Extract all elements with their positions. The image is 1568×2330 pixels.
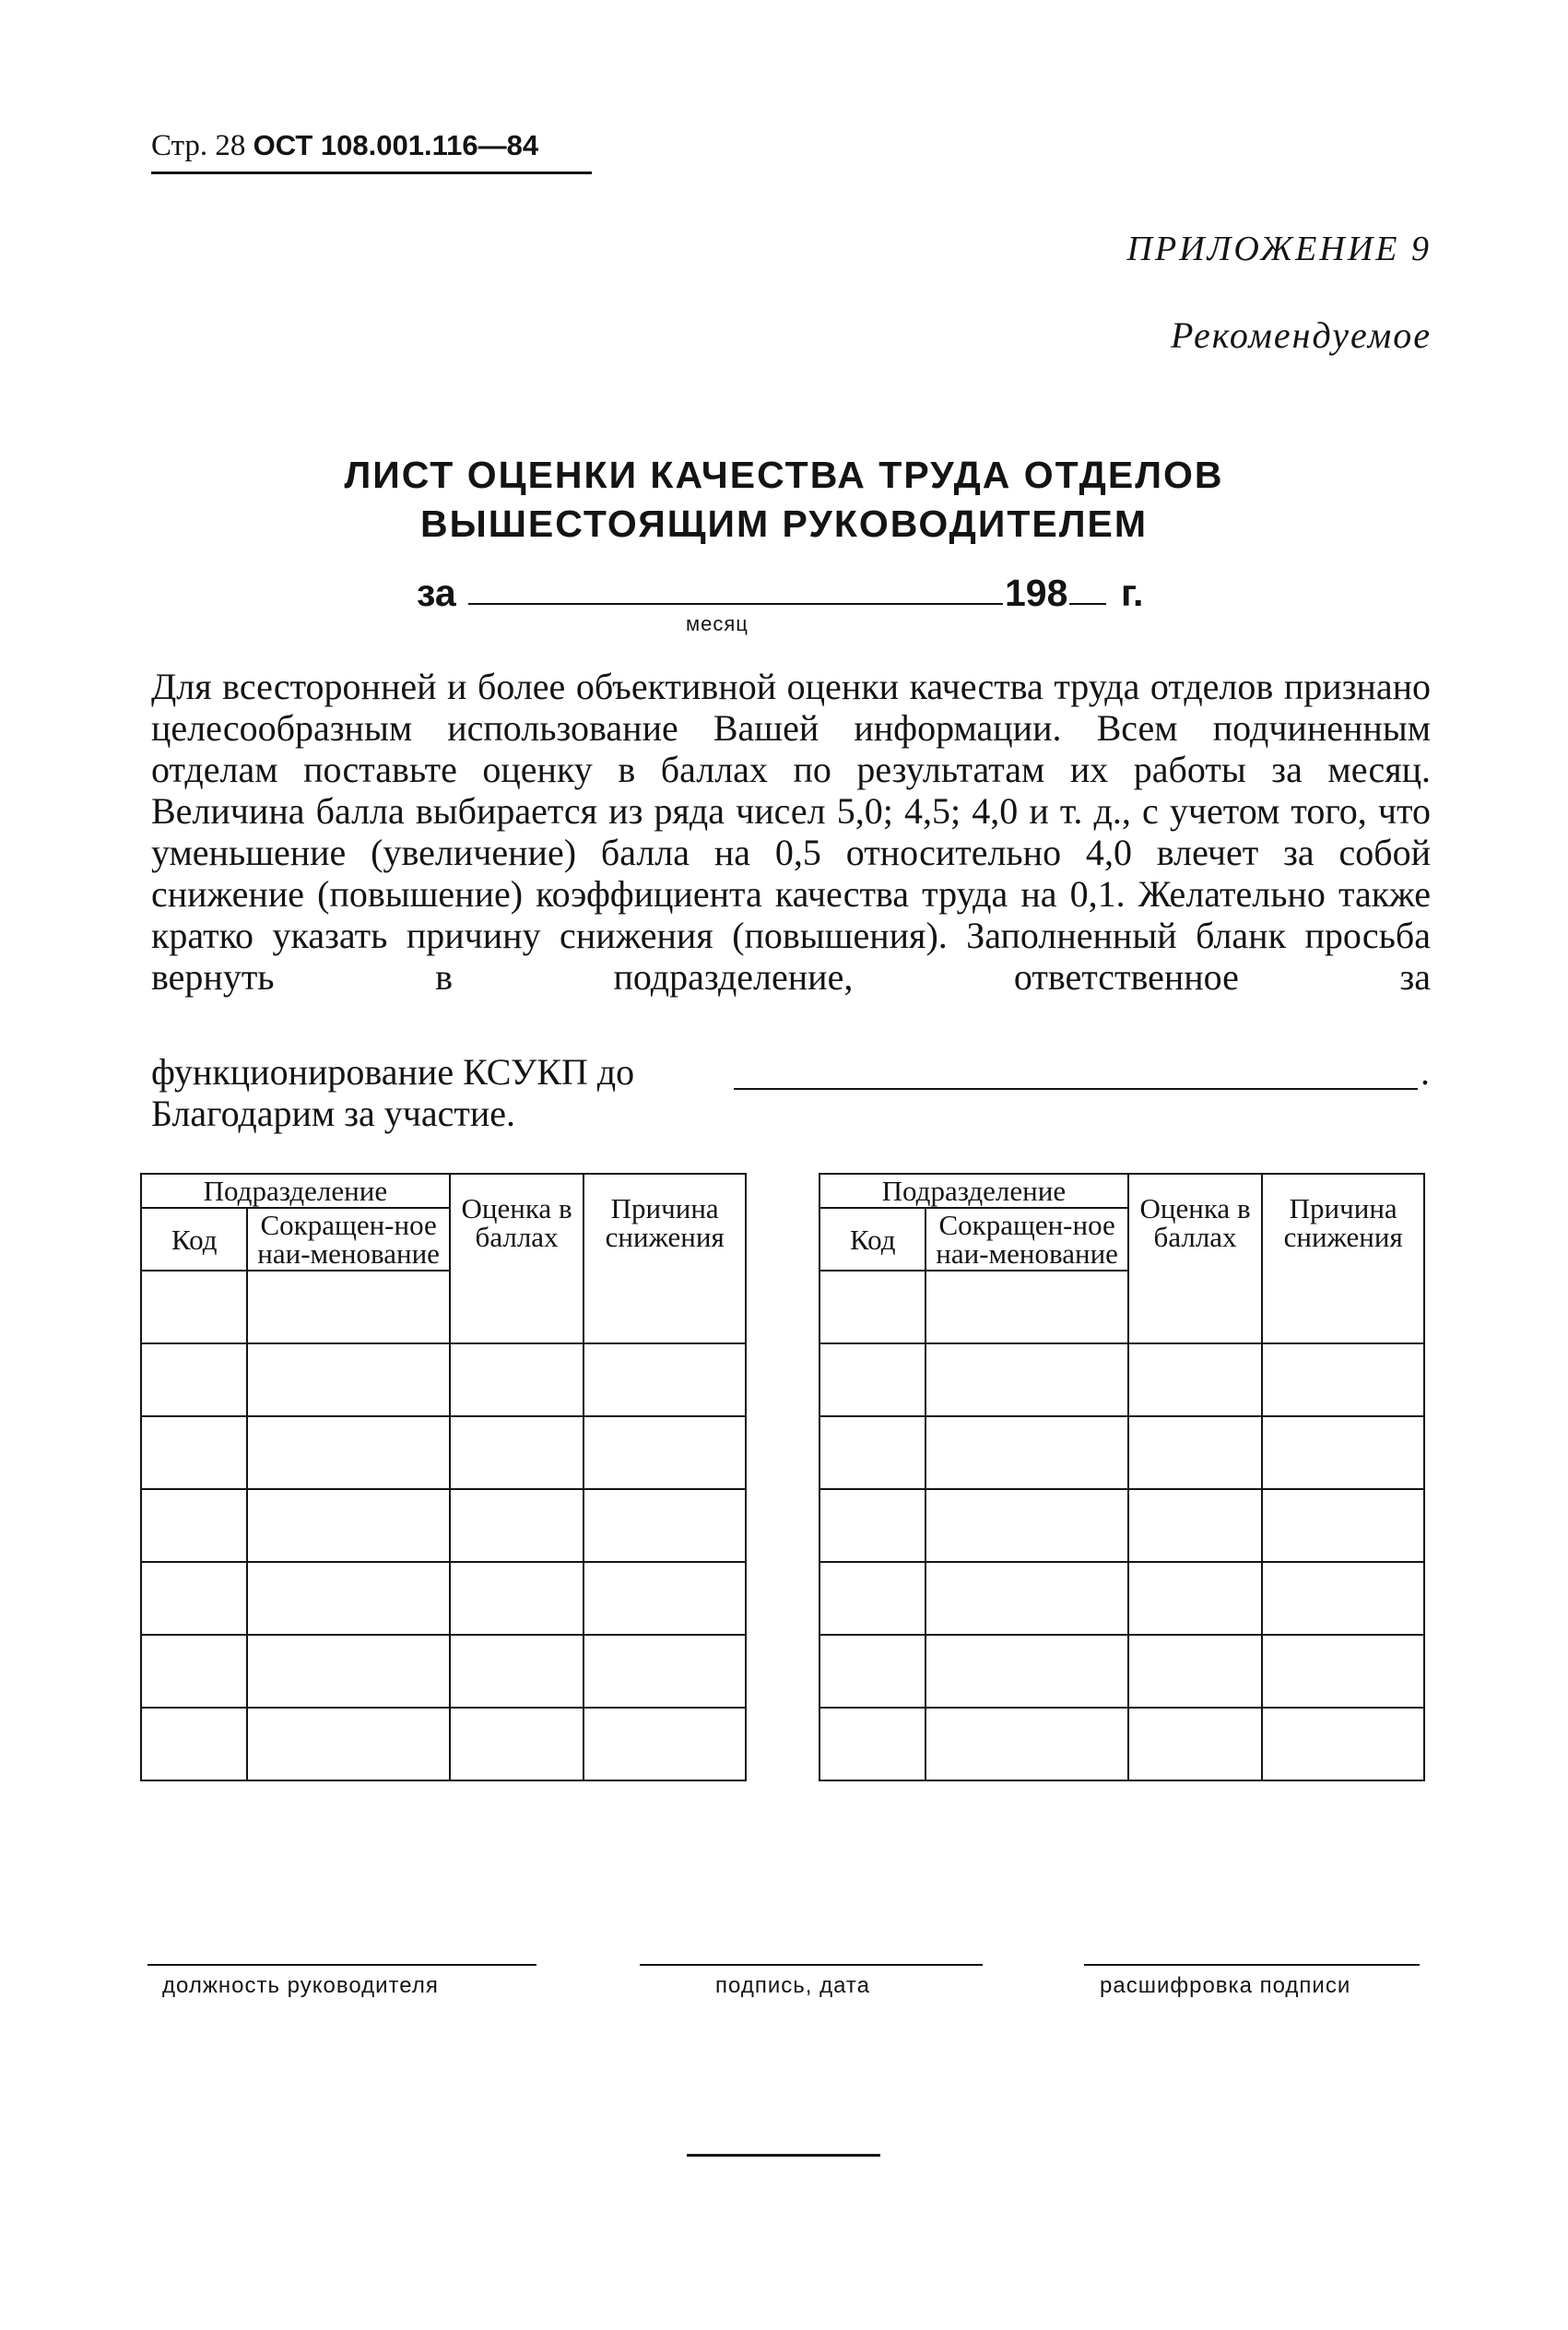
group-header: Подразделение (141, 1174, 450, 1208)
group-header: Подразделение (819, 1174, 1128, 1208)
page-number: Стр. 28 (151, 129, 246, 162)
table-row (819, 1271, 1424, 1343)
position-caption: должность руководителя (162, 1973, 439, 1998)
standard-code: ОСТ 108.001.116—84 (253, 129, 539, 161)
status-label: Рекомендуемое (1170, 314, 1432, 356)
table-row (141, 1343, 746, 1416)
table-row (819, 1489, 1424, 1562)
table-row (819, 1635, 1424, 1708)
table-row (141, 1271, 746, 1343)
table-row (141, 1416, 746, 1489)
name-header: Сокращен-ное наи-менование (247, 1208, 449, 1271)
code-header: Код (819, 1208, 925, 1271)
month-fill-line[interactable] (468, 603, 1003, 605)
table-row (819, 1343, 1424, 1416)
month-caption: месяц (686, 612, 749, 635)
rating-table-left (140, 1173, 747, 1781)
appendix-label: ПРИЛОЖЕНИЕ 9 (1126, 230, 1432, 268)
reason-header: Причина снижения (584, 1174, 746, 1271)
page-header (151, 129, 538, 163)
score-header: Оценка в баллах (1128, 1174, 1263, 1271)
end-divider (687, 2154, 880, 2157)
document-title-line-2: ВЫШЕСТОЯЩИМ РУКОВОДИТЕЛЕМ (419, 503, 1149, 545)
score-header: Оценка в баллах (450, 1174, 584, 1271)
deadline-text: функционирование КСУКП до (151, 1051, 635, 1093)
thanks-text: Благодарим за участие. (151, 1093, 516, 1134)
deadline-period: . (1421, 1051, 1430, 1093)
decode-signature-line[interactable] (1084, 1964, 1420, 1966)
name-header: Сокращен-ное наи-менование (925, 1208, 1127, 1271)
rating-table-right (819, 1173, 1425, 1781)
document-title-line-1: ЛИСТ ОЦЕНКИ КАЧЕСТВА ТРУДА ОТДЕЛОВ (344, 454, 1224, 496)
period-year: 198 (1005, 572, 1068, 614)
period-prefix: за (417, 572, 456, 614)
deadline-line (151, 1051, 1431, 1093)
decode-signature-caption: расшифровка подписи (1100, 1973, 1351, 1998)
deadline-fill-line[interactable] (734, 1088, 1418, 1090)
code-header: Код (141, 1208, 247, 1271)
table-row (819, 1562, 1424, 1635)
table-row (819, 1708, 1424, 1780)
header-underline (151, 171, 592, 174)
table-row (141, 1708, 746, 1780)
table-row (819, 1416, 1424, 1489)
sign-date-caption: подпись, дата (715, 1973, 870, 1998)
table-row (141, 1562, 746, 1635)
position-signature-line[interactable] (147, 1964, 536, 1966)
sign-date-line[interactable] (640, 1964, 983, 1966)
table-row (141, 1489, 746, 1562)
table-row (141, 1635, 746, 1708)
instructions-paragraph: Для всесторонней и более объективной оценки качества труда отделов признано целесообразным использование Вашей информации. Всем подчиненным отделам поставьте оценку в баллах по результатам их работы за месяц. Величина балла выбирается из ряда чисел 5,0; 4,5; 4,0 и т. д., с учетом того, что уменьшение (увеличение) балла на 0,5 относительно 4,0 влечет за собой снижение (повышение) коэффициента качества труда на 0,1. Желательно также кратко указать причину снижения (повышения). Заполненный бланк просьба вернуть в подразделение, ответственное за (151, 666, 1431, 998)
year-fill-line[interactable] (1069, 603, 1106, 605)
reason-header: Причина снижения (1262, 1174, 1424, 1271)
period-suffix: г. (1121, 572, 1144, 614)
